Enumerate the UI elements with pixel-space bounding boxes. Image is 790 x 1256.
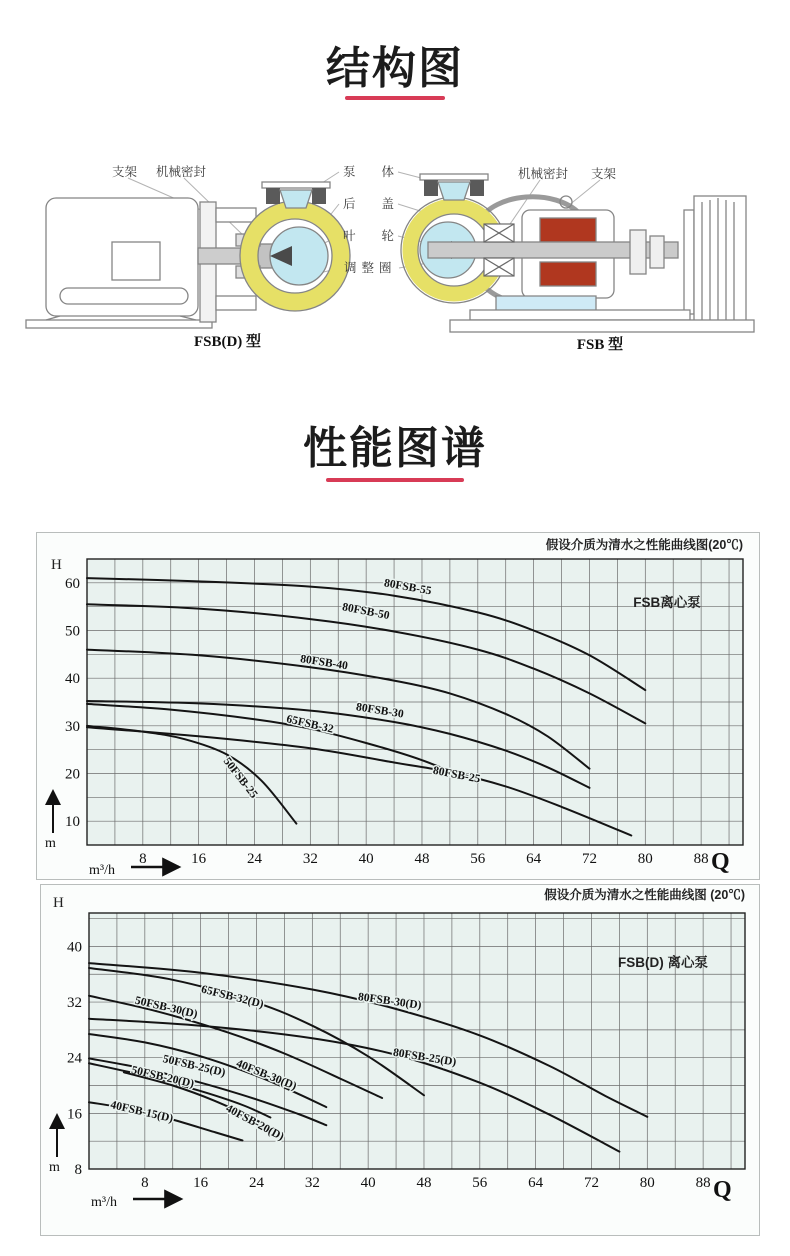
fsbd-caption: FSB(D) 型 xyxy=(193,334,262,350)
x-tick-8: 8 xyxy=(139,851,147,867)
y-tick-20: 20 xyxy=(65,766,80,783)
curve-label-65FSB-32(D): 65FSB-32(D) xyxy=(199,983,265,1011)
pump-casing xyxy=(240,201,350,311)
x-tick-48: 48 xyxy=(414,851,430,867)
chart-series-family-label: FSB(D) 离心泵 xyxy=(618,955,708,970)
performance-title-underline xyxy=(326,478,464,482)
curve-label-50FSB-20(D): 50FSB-20(D) xyxy=(130,1064,196,1091)
label-left-seal: 机械密封 xyxy=(156,165,207,179)
curve-label-50FSB-25(D): 50FSB-25(D) xyxy=(161,1053,227,1080)
x-tick-40: 40 xyxy=(358,851,374,867)
discharge-flange xyxy=(420,174,488,200)
fsb-caption: FSB 型 xyxy=(576,337,624,353)
y-tick-24: 24 xyxy=(67,1050,82,1067)
y-tick-50: 50 xyxy=(65,623,80,640)
y-tick-32: 32 xyxy=(67,995,82,1012)
x-tick-64: 64 xyxy=(528,1175,544,1191)
chart-title: 假设介质为清水之性能曲线图(20℃) xyxy=(545,538,743,552)
curve-label-40FSB-30(D): 40FSB-30(D) xyxy=(234,1057,299,1093)
chart-title: 假设介质为清水之性能曲线图 (20℃) xyxy=(544,888,745,902)
x-tick-80: 80 xyxy=(637,851,653,867)
performance-curves-svg-1 xyxy=(37,533,759,879)
x-tick-80: 80 xyxy=(639,1175,655,1191)
x-tick-24: 24 xyxy=(246,851,262,867)
label-left-bracket: 支架 xyxy=(112,165,138,179)
label-right-seal: 机械密封 xyxy=(518,167,569,181)
x-tick-72: 72 xyxy=(581,851,597,867)
y-tick-8: 8 xyxy=(74,1162,82,1178)
curve-label-80FSB-25(D): 80FSB-25(D) xyxy=(392,1046,458,1069)
y-tick-40: 40 xyxy=(65,671,80,688)
x-tick-40: 40 xyxy=(360,1175,376,1191)
curve-label-80FSB-40: 80FSB-40 xyxy=(299,653,349,673)
fsbd-performance-chart xyxy=(40,884,760,1236)
curve-label-80FSB-30: 80FSB-30 xyxy=(355,701,405,721)
fsbd-pump-drawing xyxy=(26,182,350,328)
structure-section-title: 结构图 xyxy=(326,44,464,93)
y-axis-unit-label: m xyxy=(49,1160,60,1175)
curve-label-80FSB-30(D): 80FSB-30(D) xyxy=(357,991,423,1012)
y-tick-16: 16 xyxy=(67,1106,82,1123)
y-tick-30: 30 xyxy=(65,718,80,735)
label-right-bracket: 支架 xyxy=(591,167,617,181)
x-tick-56: 56 xyxy=(470,851,486,867)
x-tick-72: 72 xyxy=(583,1175,599,1191)
motor-base xyxy=(26,316,212,328)
x-tick-32: 32 xyxy=(302,851,318,867)
x-axis-symbol-label: Q xyxy=(711,849,730,875)
x-tick-88: 88 xyxy=(693,851,709,867)
curve-label-50FSB-30(D): 50FSB-30(D) xyxy=(133,994,199,1021)
shaft xyxy=(198,244,276,268)
y-axis-head-label: H xyxy=(51,557,62,573)
x-tick-88: 88 xyxy=(695,1175,711,1191)
x-tick-8: 8 xyxy=(141,1175,149,1191)
plot-area xyxy=(89,913,745,1169)
y-tick-10: 10 xyxy=(65,814,80,831)
chart-series-family-label: FSB离心泵 xyxy=(633,595,701,610)
x-tick-48: 48 xyxy=(416,1175,432,1191)
x-tick-16: 16 xyxy=(191,851,207,867)
curve-label-40FSB-15(D): 40FSB-15(D) xyxy=(109,1099,175,1126)
label-rear-cover: 后盖 xyxy=(343,197,421,211)
x-axis-unit-label: m³/h xyxy=(91,1195,117,1210)
motor xyxy=(46,198,198,316)
curve-label-40FSB-20(D): 40FSB-20(D) xyxy=(223,1102,286,1144)
x-tick-16: 16 xyxy=(193,1175,209,1191)
fsb-performance-chart xyxy=(36,532,760,880)
curve-label-65FSB-32: 65FSB-32 xyxy=(285,713,335,736)
label-adjust-ring: 调整圈 xyxy=(344,261,397,275)
curve-label-80FSB-55: 80FSB-55 xyxy=(383,577,433,598)
x-tick-56: 56 xyxy=(472,1175,488,1191)
suction-flange xyxy=(262,182,330,208)
performance-section-title: 性能图谱 xyxy=(303,424,487,473)
y-tick-60: 60 xyxy=(65,575,80,592)
label-impeller: 叶轮 xyxy=(343,229,421,243)
curve-label-80FSB-25: 80FSB-25 xyxy=(431,764,482,786)
x-axis-symbol-label: Q xyxy=(713,1177,732,1203)
y-axis-head-label: H xyxy=(53,895,64,911)
motor-right xyxy=(684,196,746,328)
label-pump-body: 泵体 xyxy=(343,165,421,179)
y-tick-40: 40 xyxy=(67,939,82,956)
structure-title-underline xyxy=(345,96,445,100)
y-axis-unit-label: m xyxy=(45,836,56,851)
x-axis-unit-label: m³/h xyxy=(89,863,115,878)
curve-label-80FSB-50: 80FSB-50 xyxy=(341,601,391,623)
structure-diagram xyxy=(0,150,790,365)
x-tick-24: 24 xyxy=(248,1175,264,1191)
performance-curves-svg-2 xyxy=(41,885,759,1235)
x-tick-32: 32 xyxy=(304,1175,320,1191)
x-tick-64: 64 xyxy=(526,851,542,867)
curve-label-50FSB-25: 50FSB-25 xyxy=(220,755,260,801)
